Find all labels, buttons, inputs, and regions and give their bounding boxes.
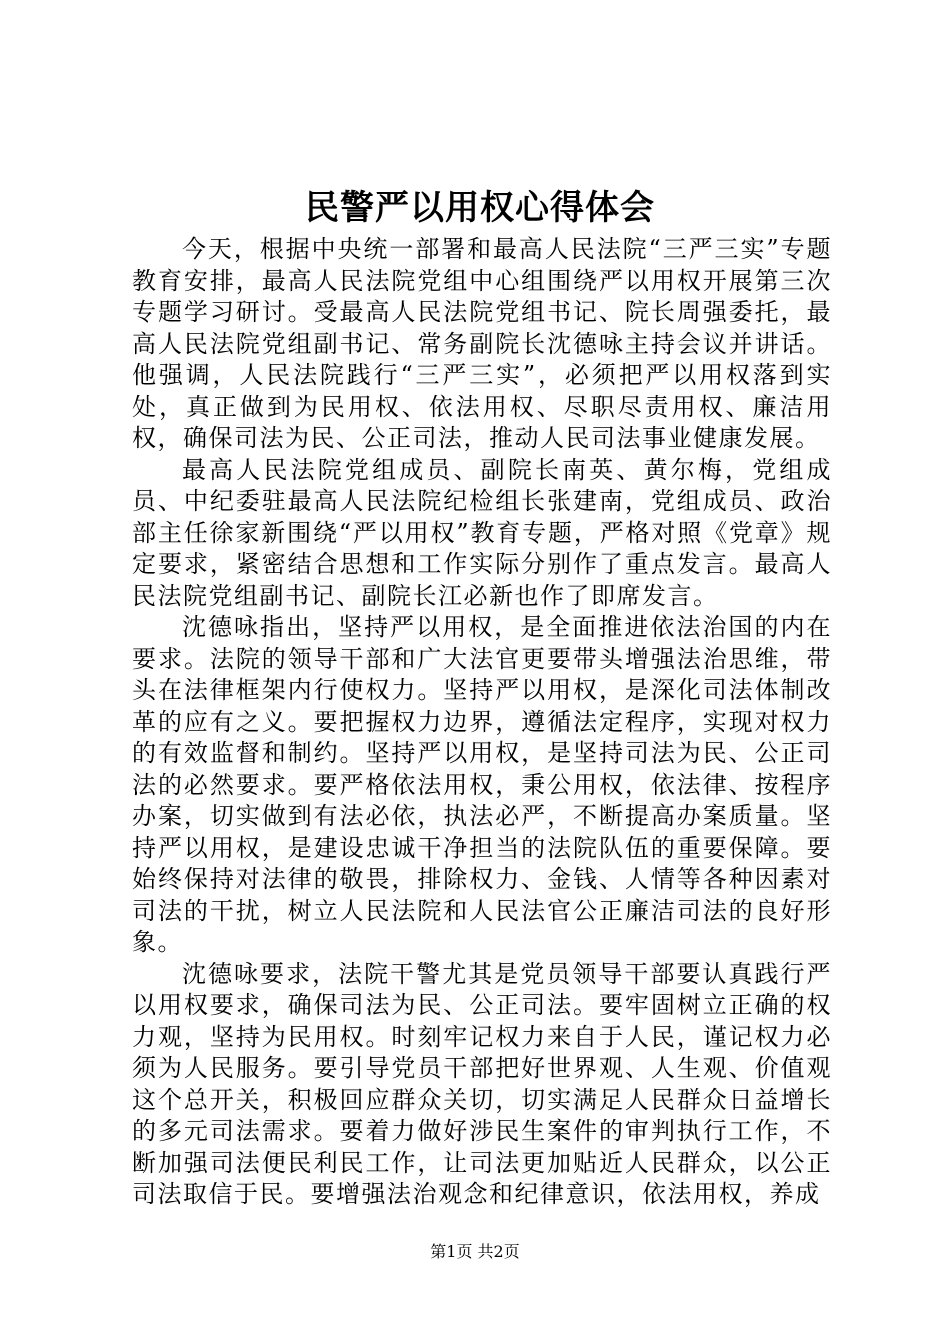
- document-body: [132, 234, 832, 1211]
- paragraph: 最高人民法院党组成员、副院长南英、黄尔梅，党组成员、中纪委驻最高人民法院纪检组长张建南，党组成员、政治部主任徐家新围绕“严以用权”教育专题，严格对照《党章》规定要求，紧密结合思想和工作实际分别作了重点发言。最高人民法院党组副书记、副院长江必新也作了即席发言。: [132, 455, 832, 610]
- paragraph: 沈德咏指出，坚持严以用权，是全面推进依法治国的内在要求。法院的领导干部和广大法官更要带头增强法治思维，带头在法律框架内行使权力。坚持严以用权，是深化司法体制改革的应有之义。要把握权力边界，遵循法定程序，实现对权力的有效监督和制约。坚持严以用权，是坚持司法为民、公正司法的必然要求。要严格依法用权，秉公用权，依法律、按程序办案，切实做到有法必依，执法必严，不断提高办案质量。坚持严以用权，是建设忠诚干净担当的法院队伍的重要保障。要始终保持对法律的敬畏，排除权力、金钱、人情等各种因素对司法的干扰，树立人民法院和人民法官公正廉洁司法的良好形象。: [132, 613, 832, 956]
- page-number-footer: 第1页 共2页: [430, 1242, 520, 1261]
- paragraph: 沈德咏要求，法院干警尤其是党员领导干部要认真践行严以用权要求，确保司法为民、公正司法。要牢固树立正确的权力观，坚持为民用权。时刻牢记权力来自于人民，谨记权力必须为人民服务。要引导党员干部把好世界观、人生观、价值观这个总开关，积极回应群众关切，切实满足人民群众日益增长的多元司法需求。要着力做好涉民生案件的审判执行工作，不断加强司法便民利民工作，让司法更加贴近人民群众，以公正司法取信于民。要增强法治观念和纪律意识，依法用权，养成: [132, 959, 832, 1208]
- paragraph: 今天，根据中央统一部署和最高人民法院“三严三实”专题教育安排，最高人民法院党组中心组围绕严以用权开展第三次专题学习研讨。受最高人民法院党组书记、院长周强委托，最高人民法院党组副书记、常务副院长沈德咏主持会议并讲话。他强调，人民法院践行“三严三实”，必须把严以用权落到实处，真正做到为民用权、依法用权、尽职尽责用权、廉洁用权，确保司法为民、公正司法，推动人民司法事业健康发展。: [132, 235, 832, 452]
- document-title: 民警严以用权心得体会: [305, 188, 655, 228]
